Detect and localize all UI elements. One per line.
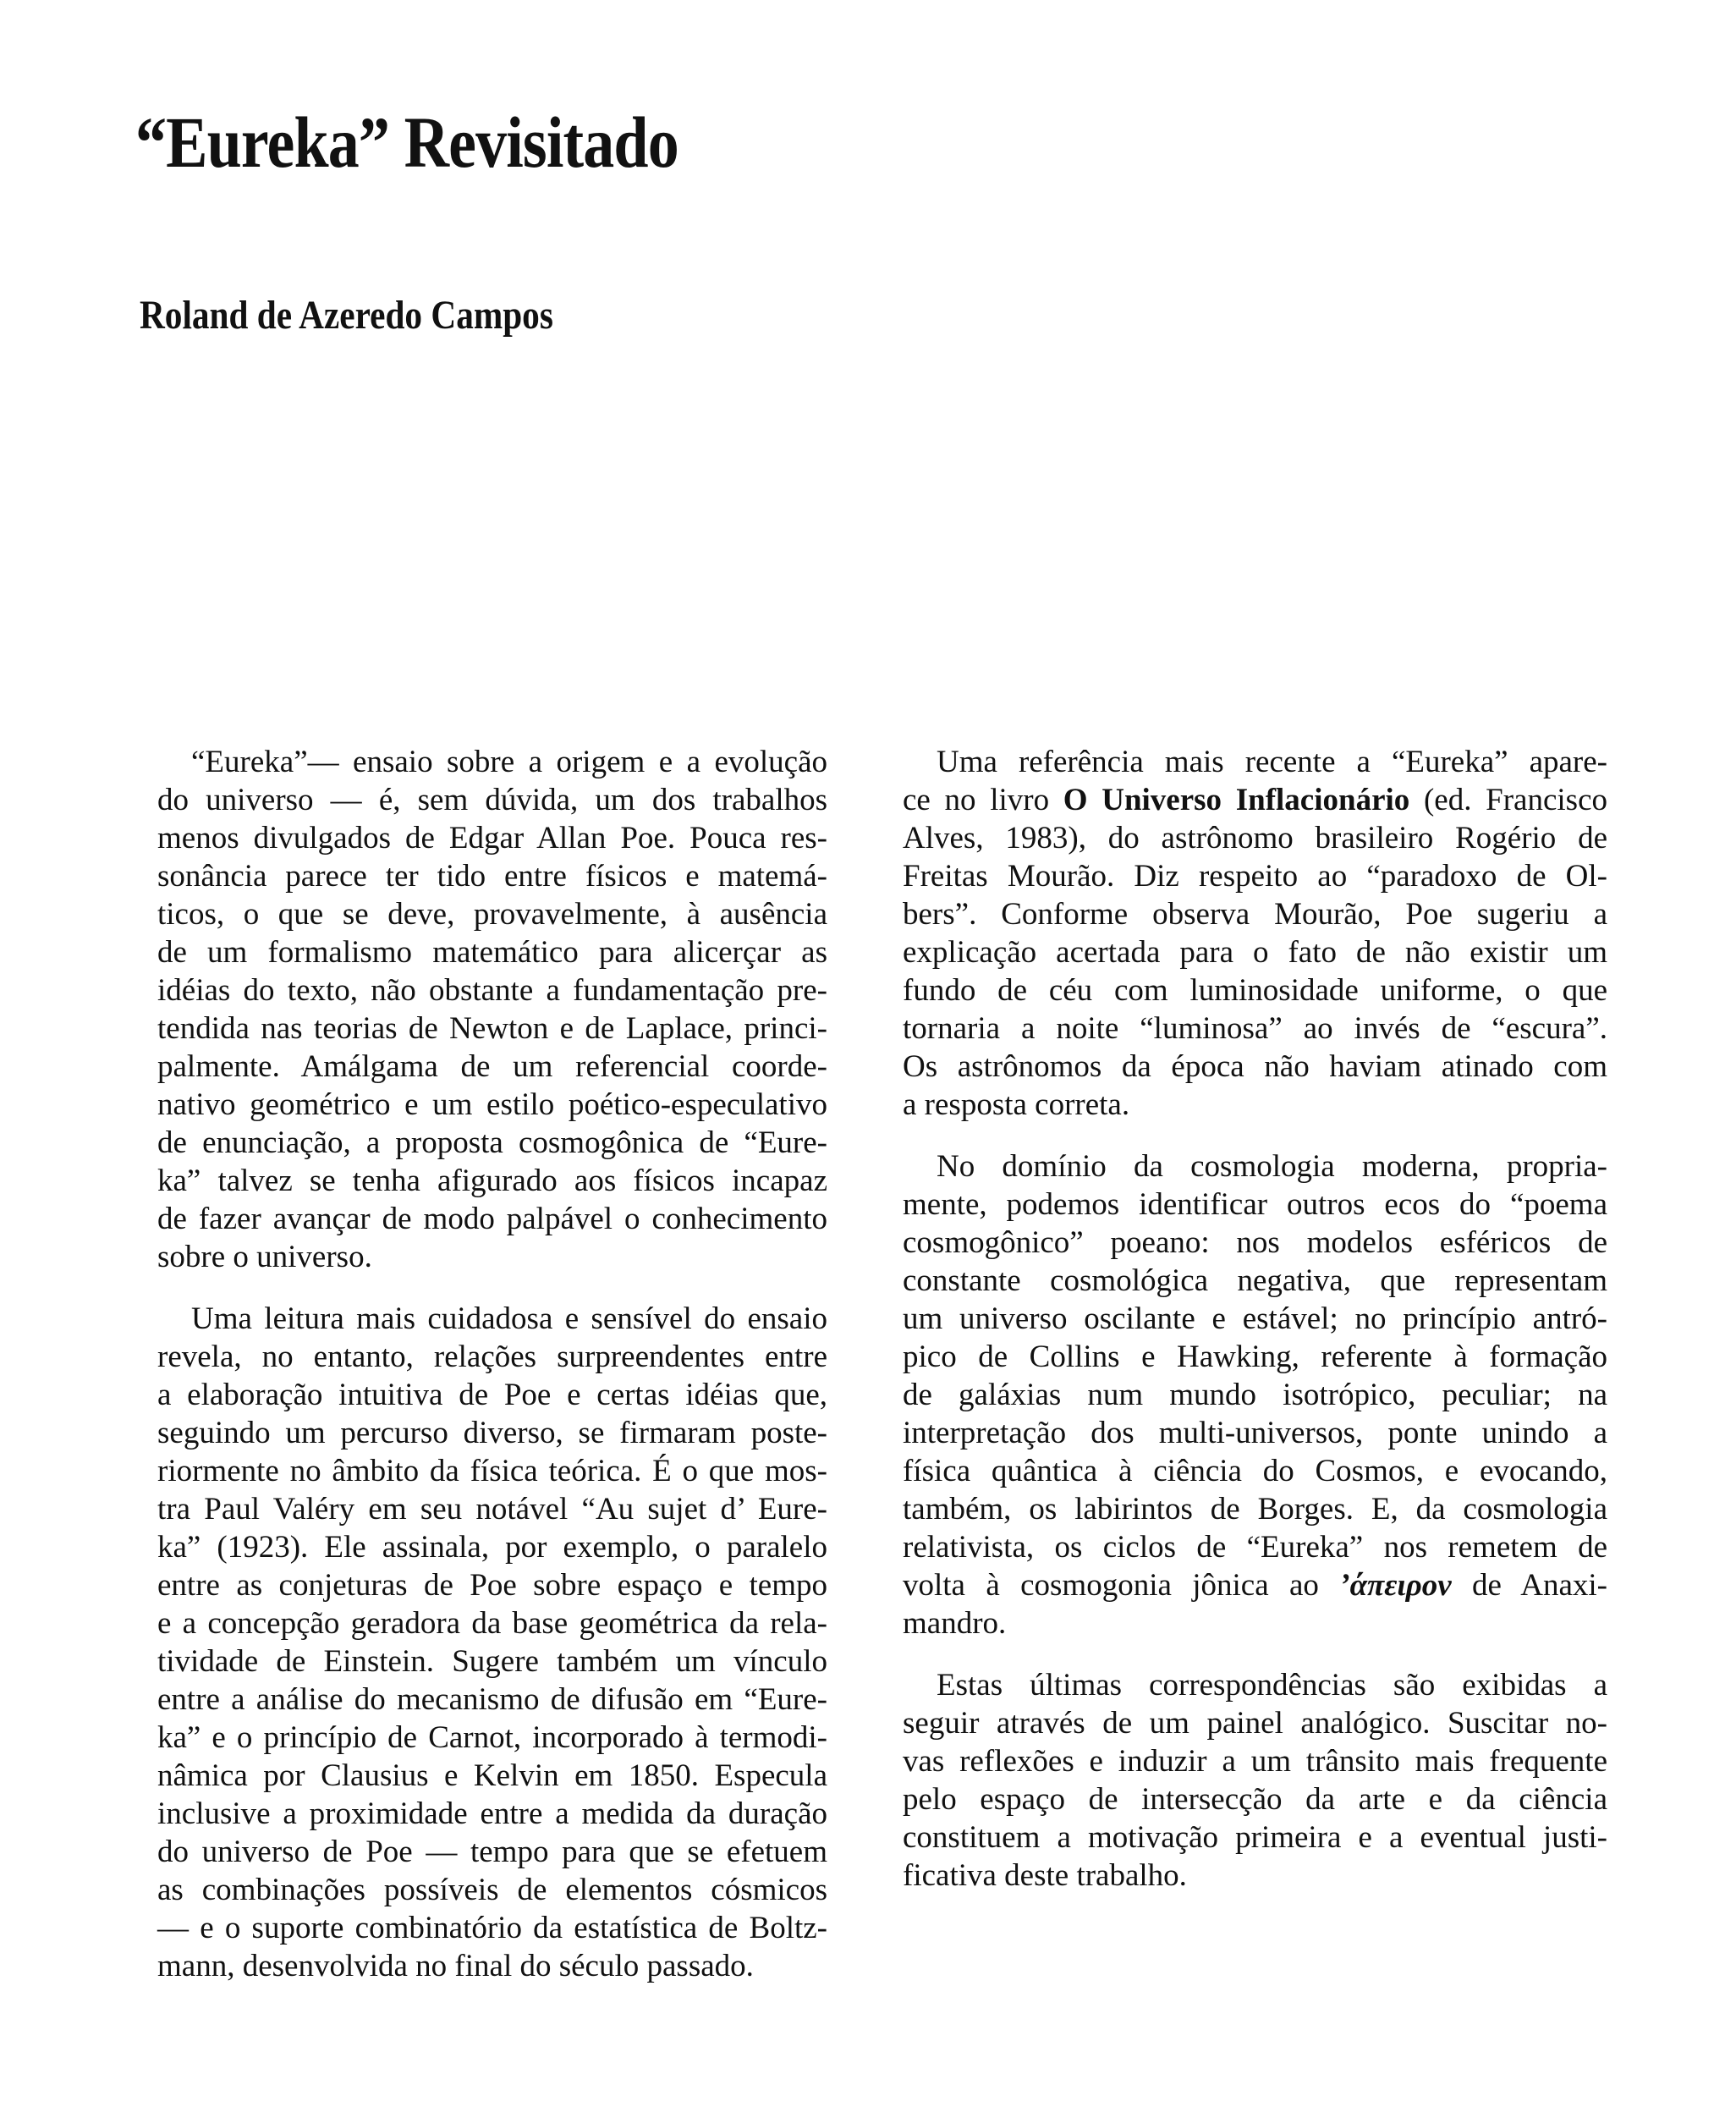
text-line: relativista, os ciclos de “Eureka” nos remetem de — [903, 1530, 1607, 1565]
paragraph — [157, 743, 827, 1276]
paragraph — [903, 1147, 1607, 1642]
text-line: mente, podemos identificar outros ecos do “poema — [903, 1187, 1607, 1222]
text-line: bers”. Conforme observa Mourão, Poe sugeriu a — [903, 897, 1607, 932]
text-line: de um formalismo matemático para alicerçar as — [157, 935, 827, 970]
text-line: revela, no entanto, relações surpreendentes entre — [157, 1340, 827, 1374]
text-line: tornaria a noite “luminosa” ao invés de “escura”. — [903, 1011, 1607, 1046]
text-line: “Eureka”— ensaio sobre a origem e a evolução — [191, 745, 827, 779]
text-line: mann, desenvolvida no final do século passado. — [157, 1949, 754, 1983]
text-line: volta à cosmogonia jônica ao ’άπειρον de Anaxi- — [903, 1568, 1607, 1603]
book-title: O Universo Inflacionário — [1063, 783, 1410, 817]
text-line: do universo de Poe — tempo para que se efetuem — [157, 1835, 827, 1869]
text-line: cosmogônico” poeano: nos modelos esféricos de — [903, 1225, 1607, 1260]
text-line: Os astrônomos da época não haviam atinado com — [903, 1049, 1607, 1084]
text-line: riormente no âmbito da física teórica. É o que mos- — [157, 1454, 827, 1488]
paragraph — [157, 1300, 827, 1985]
text-line: ficativa deste trabalho. — [903, 1858, 1187, 1893]
text-line: sonância parece ter tido entre físicos e matemá- — [157, 859, 827, 894]
text-line: a elaboração intuitiva de Poe e certas idéias que, — [157, 1378, 827, 1412]
text-line: palmente. Amálgama de um referencial coorde- — [157, 1049, 827, 1084]
text-line: — e o suporte combinatório da estatística de Boltz- — [157, 1911, 827, 1945]
right-column — [903, 743, 1607, 1918]
greek-word: ’άπειρον — [1339, 1568, 1452, 1603]
text-line: nativo geométrico e um estilo poético-especulativo — [157, 1087, 827, 1122]
text-line: Uma leitura mais cuidadosa e sensível do ensaio — [191, 1301, 827, 1336]
text-line: entre as conjeturas de Poe sobre espaço e tempo — [157, 1568, 827, 1603]
text-line: constante cosmológica negativa, que representam — [903, 1263, 1607, 1298]
text-line: ka” talvez se tenha afigurado aos físicos incapaz — [157, 1164, 827, 1198]
text-line: Freitas Mourão. Diz respeito ao “paradoxo de Ol- — [903, 859, 1607, 894]
text-line: No domínio da cosmologia moderna, propria- — [937, 1149, 1607, 1184]
text-line: de fazer avançar de modo palpável o conhecimento — [157, 1202, 827, 1236]
text-line: tendida nas teorias de Newton e de Laplace, princi- — [157, 1011, 827, 1046]
text-line: também, os labirintos de Borges. E, da cosmologia — [903, 1492, 1607, 1527]
text-line: idéias do texto, não obstante a fundamentação pre- — [157, 973, 827, 1008]
text-line: ce no livro O Universo Inflacionário (ed. Francisco — [903, 783, 1607, 817]
text-line: fundo de céu com luminosidade uniforme, o que — [903, 973, 1607, 1008]
text-line: Alves, 1983), do astrônomo brasileiro Rogério de — [903, 821, 1607, 855]
text-line: um universo oscilante e estável; no princípio antró- — [903, 1301, 1607, 1336]
text-line: pelo espaço de intersecção da arte e da ciência — [903, 1782, 1607, 1817]
text-line: constituem a motivação primeira e a eventual justi- — [903, 1820, 1607, 1855]
text-line: tra Paul Valéry em seu notável “Au sujet d’ Eure- — [157, 1492, 827, 1527]
text-line: seguir através de um painel analógico. Suscitar no- — [903, 1706, 1607, 1741]
text-line: sobre o universo. — [157, 1240, 372, 1274]
text-line: de enunciação, a proposta cosmogônica de “Eure- — [157, 1125, 827, 1160]
text-line: do universo — é, sem dúvida, um dos trabalhos — [157, 783, 827, 817]
article-author: Roland de Azeredo Campos — [140, 293, 553, 338]
text-line: entre a análise do mecanismo de difusão em “Eure- — [157, 1682, 827, 1717]
text-line: a resposta correta. — [903, 1087, 1130, 1122]
text-line: inclusive a proximidade entre a medida da duração — [157, 1796, 827, 1831]
text-line: ticos, o que se deve, provavelmente, à ausência — [157, 897, 827, 932]
text-line: Uma referência mais recente a “Eureka” apare- — [937, 745, 1607, 779]
text-line: mandro. — [903, 1606, 1007, 1641]
left-column — [157, 743, 827, 2009]
text-line: e a concepção geradora da base geométrica da rela- — [157, 1606, 827, 1641]
text-line: ka” e o princípio de Carnot, incorporado à termodi- — [157, 1720, 827, 1755]
text-line: física quântica à ciência do Cosmos, e evocando, — [903, 1454, 1607, 1488]
text-line: vas reflexões e induzir a um trânsito mais frequente — [903, 1744, 1607, 1779]
paragraph — [903, 743, 1607, 1124]
text-line: de galáxias num mundo isotrópico, peculiar; na — [903, 1378, 1607, 1412]
text-line: ka” (1923). Ele assinala, por exemplo, o paralelo — [157, 1530, 827, 1565]
text-line: as combinações possíveis de elementos cósmicos — [157, 1873, 827, 1907]
text-line: Estas últimas correspondências são exibidas a — [937, 1668, 1607, 1703]
text-line: nâmica por Clausius e Kelvin em 1850. Especula — [157, 1758, 827, 1793]
article-title: “Eureka” Revisitado — [135, 102, 678, 183]
text-line: tividade de Einstein. Sugere também um vínculo — [157, 1644, 827, 1679]
text-line: menos divulgados de Edgar Allan Poe. Pouca res- — [157, 821, 827, 855]
text-line: seguindo um percurso diverso, se firmaram poste- — [157, 1416, 827, 1450]
text-line: interpretação dos multi-universos, ponte unindo a — [903, 1416, 1607, 1450]
text-line: explicação acertada para o fato de não existir um — [903, 935, 1607, 970]
paragraph — [903, 1666, 1607, 1895]
text-line: pico de Collins e Hawking, referente à formação — [903, 1340, 1607, 1374]
